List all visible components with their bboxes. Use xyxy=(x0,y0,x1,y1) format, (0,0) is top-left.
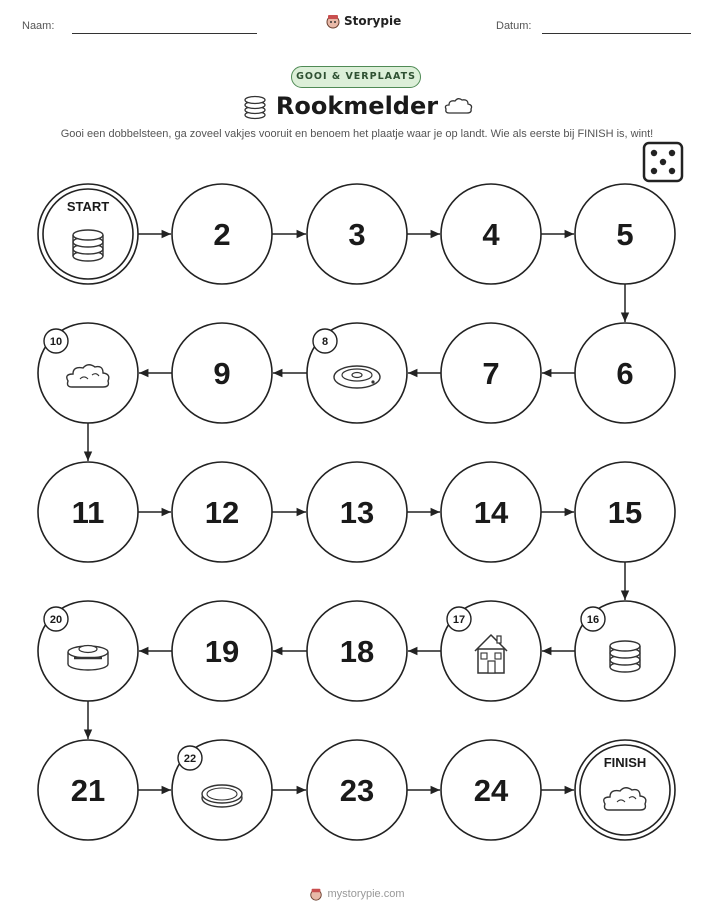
board-space[interactable] xyxy=(38,601,138,701)
board-space-start[interactable] xyxy=(38,184,138,284)
space-number: 23 xyxy=(339,773,375,808)
space-number: 19 xyxy=(204,634,240,669)
board-space[interactable] xyxy=(441,462,541,562)
smoke-detector-stack-icon xyxy=(68,646,108,671)
board-space[interactable] xyxy=(307,601,407,701)
smoke-detector-icon xyxy=(334,366,380,388)
board-space[interactable] xyxy=(172,184,272,284)
board-space[interactable] xyxy=(307,184,407,284)
space-number: 5 xyxy=(616,217,634,252)
board-space[interactable] xyxy=(172,601,272,701)
space-number: 24 xyxy=(473,773,509,808)
brand-name: Storypie xyxy=(344,14,402,28)
coin-stack-icon xyxy=(73,230,103,261)
footer xyxy=(0,887,714,901)
space-number: 21 xyxy=(70,773,106,808)
space-number: 8 xyxy=(321,336,329,348)
board-space[interactable] xyxy=(172,462,272,562)
board-space[interactable] xyxy=(575,462,675,562)
board-space[interactable] xyxy=(575,184,675,284)
space-label: FINISH xyxy=(603,755,647,770)
instructions: Gooi een dobbelsteen, ga zoveel vakjes vooruit en benoem het plaatje waar je op landt. Wie als eerste bij FINISH is, wint! xyxy=(60,128,654,140)
board-space[interactable] xyxy=(575,323,675,423)
space-number: 16 xyxy=(586,614,600,626)
board-space[interactable] xyxy=(307,323,407,423)
board-space-finish[interactable] xyxy=(575,740,675,840)
board-space[interactable] xyxy=(172,323,272,423)
page-title: Rookmelder xyxy=(275,92,439,120)
board-space[interactable] xyxy=(307,462,407,562)
board-space[interactable] xyxy=(441,601,541,701)
space-number: 22 xyxy=(183,753,197,765)
space-number: 4 xyxy=(482,217,500,252)
space-number: 17 xyxy=(452,614,466,626)
space-number: 20 xyxy=(49,614,63,626)
space-number: 3 xyxy=(348,217,366,252)
board-space[interactable] xyxy=(441,740,541,840)
space-number: 14 xyxy=(473,495,509,530)
board-space[interactable] xyxy=(575,601,675,701)
board-space[interactable] xyxy=(172,740,272,840)
date-label: Datum: xyxy=(496,20,532,32)
board-space[interactable] xyxy=(441,184,541,284)
name-label: Naam: xyxy=(22,20,55,32)
space-number: 15 xyxy=(607,495,643,530)
board-space[interactable] xyxy=(441,323,541,423)
space-label: START xyxy=(66,199,110,214)
board-space[interactable] xyxy=(307,740,407,840)
space-number: 12 xyxy=(204,495,240,530)
space-number: 6 xyxy=(616,356,634,391)
space-number: 10 xyxy=(49,336,63,348)
footer-url[interactable]: mystorypie.com xyxy=(327,888,405,900)
coin-stack-icon xyxy=(610,641,640,672)
coin-icon xyxy=(202,785,242,807)
board-space[interactable] xyxy=(38,740,138,840)
game-type-badge: GOOI & VERPLAATS xyxy=(291,66,421,88)
space-number: 13 xyxy=(339,495,375,530)
space-number: 7 xyxy=(482,356,500,391)
mascot-icon xyxy=(309,887,323,901)
board-space[interactable] xyxy=(38,323,138,423)
space-number: 11 xyxy=(71,495,105,530)
board-space[interactable] xyxy=(38,462,138,562)
space-number: 9 xyxy=(213,356,231,391)
space-number: 2 xyxy=(213,217,231,252)
space-number: 18 xyxy=(339,634,375,669)
